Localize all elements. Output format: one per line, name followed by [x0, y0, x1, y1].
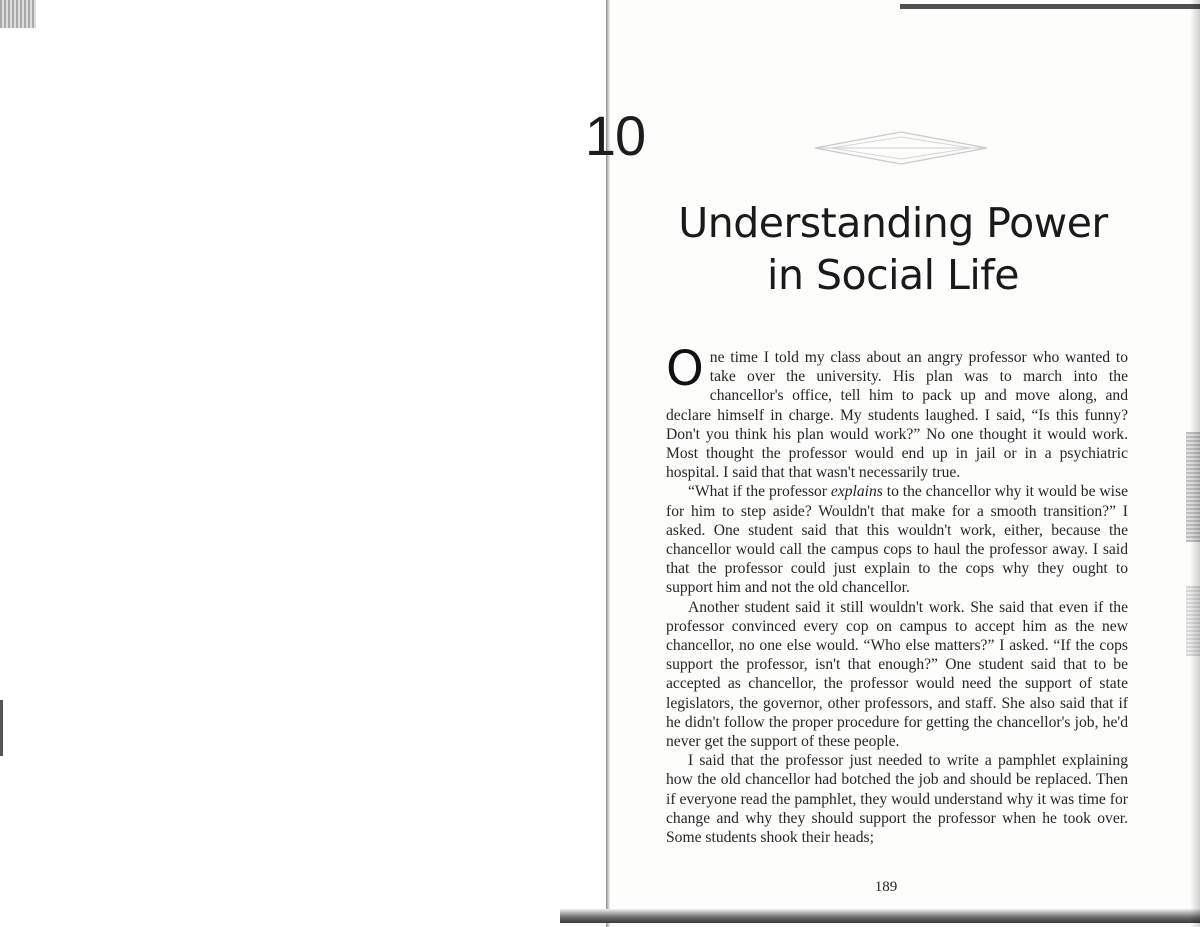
chapter-title-line-1: Understanding Power	[678, 199, 1108, 247]
page-number: 189	[874, 879, 898, 895]
paragraph-2-text-b: to the chancellor why it would be wise for him to step aside? Wouldn't that make for a smooth transition?” I asked. One student said that this wouldn't work, either, because the chancellor would call the campus cops to haul the professor away. I said that the professor could just explain to the cops why they ought to support him and not the old chancellor.	[666, 483, 1129, 597]
paragraph-3: Another student said it still wouldn't work. She said that even if the professor convinced every cop on campus to accept him as the new chancellor, no one else would. “Who else matters?” I asked. “If the cops support the professor, isn't that enough?” One student said that to be accepted as chancellor, the professor would need the support of state legislators, the governor, other professors, and staff. She also said that if he didn't follow the proper procedure for getting the chancellor's job, he'd never get the support of these people.	[666, 598, 1128, 751]
chapter-title	[658, 197, 1128, 301]
chapter-title-line-2: in Social Life	[767, 251, 1019, 299]
scan-artifact-edge	[0, 700, 3, 756]
page-top-edge	[900, 4, 1200, 9]
paragraph-2-text-a: “What if the professor	[688, 483, 831, 501]
chapter-body	[666, 341, 1129, 847]
paragraph-4: I said that the professor just needed to write a pamphlet explaining how the old chancellor had botched the job and should be replaced. Then if everyone read the pamphlet, they would understand why it was time for change and why they should support the professor when he took over. Some students shook their heads;	[666, 752, 1128, 847]
emphasis-explains: explains	[830, 483, 883, 501]
paragraph-2	[666, 482, 1128, 597]
drop-cap: O	[666, 341, 704, 397]
paragraph-1-text: ne time I told my class about an angry professor who wanted to take over the university. His plan was to march into the chancellor's office, tell him to pack up and move along, and declare himself in charge. My students laughed. I said, “Is this funny? Don't you think his plan would work?” No one thought it would work. Most thought the professor would end up in jail or in a psychiatric hospital. I said that that wasn't necessarily true.	[666, 349, 1128, 482]
chapter-number: 10	[584, 104, 646, 167]
scan-artifact-corner	[0, 0, 36, 28]
page-bottom-edge	[560, 909, 1200, 923]
paragraph-1	[666, 341, 1128, 482]
